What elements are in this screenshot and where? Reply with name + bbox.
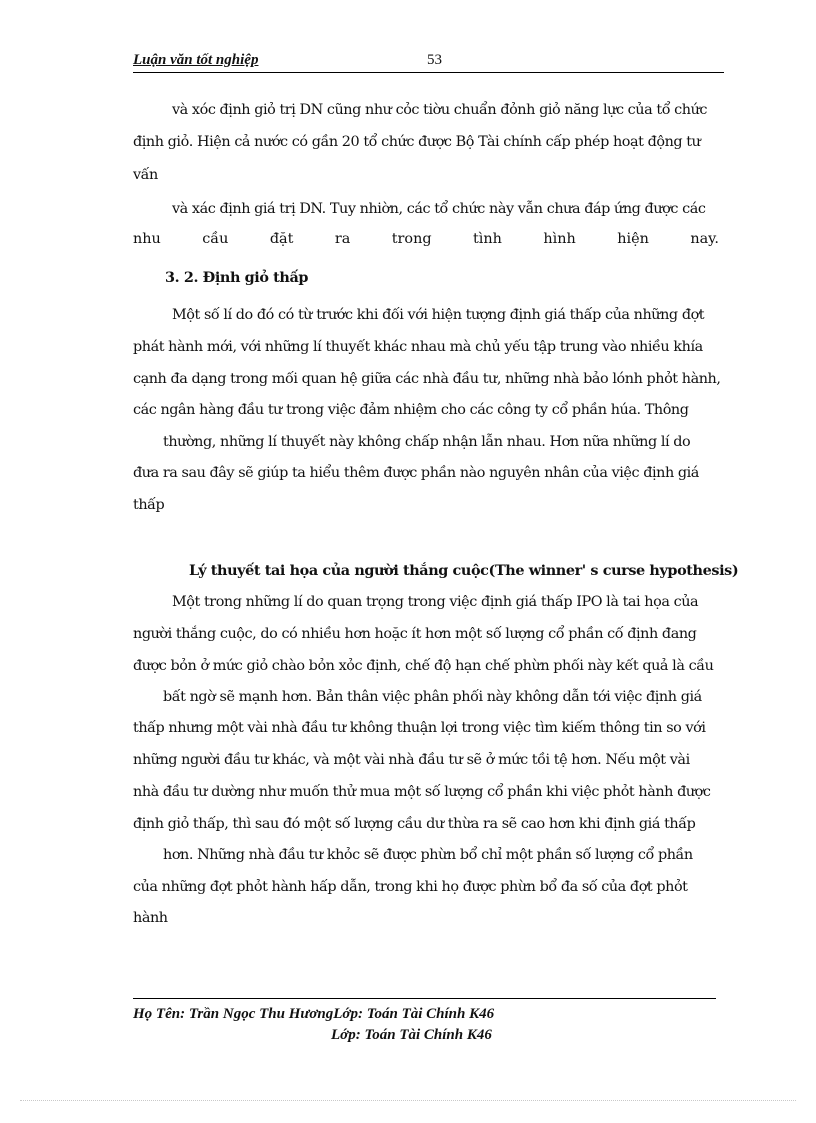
body-line: phát hành mới, với những lí thuyết khác nhau mà chủ yếu tập trung vào nhiều khía [133, 339, 703, 355]
word: hình [543, 231, 576, 247]
word: đặt [269, 231, 294, 247]
body-line: và xóc định giỏ trị DN cũng như cỏc tiờu chuẩn đỏnh giỏ năng lực của tổ chức [172, 102, 708, 118]
body-line: người thắng cuộc, do có nhiều hơn hoặc ít hơn một số lượng cổ phần cố định đang [133, 626, 697, 642]
body-line: thường, những lí thuyết này không chấp nhận lẫn nhau. Hơn nữa những lí do [163, 434, 691, 450]
body-line: hơn. Những nhà đầu tư khỏc sẽ được phừn bổ chỉ một phần số lượng cổ phần [163, 847, 693, 863]
section-heading: 3. 2. Định giỏ thấp [165, 269, 309, 286]
body-line: thấp [133, 497, 165, 513]
word: ra [334, 231, 351, 247]
body-line: đưa ra sau đây sẽ giúp ta hiểu thêm được phần nào nguyên nhân của việc định giá [133, 465, 699, 481]
body-line: Một số lí do đó có từ trước khi đối với hiện tượng định giá thấp của những đợt [172, 307, 705, 323]
word: trong [391, 231, 432, 247]
header-rule [133, 72, 724, 73]
body-line: định giỏ. Hiện cả nước có gần 20 tổ chức được Bộ Tài chính cấp phép hoạt động tư [133, 134, 701, 150]
body-line: của những đợt phỏt hành hấp dẫn, trong khi họ được phừn bổ đa số của đợt phỏt [133, 879, 688, 895]
body-line: được bỏn ở mức giỏ chào bỏn xỏc định, chế độ hạn chế phừn phối này kết quả là cầu [133, 658, 714, 674]
word: tình [473, 231, 502, 247]
body-line: vấn [133, 167, 158, 183]
footer-author: Họ Tên: Trần Ngọc Thu HươngLớp: Toán Tài Chính K46 [133, 1006, 495, 1022]
footer-rule [133, 998, 716, 999]
body-line: định giỏ thấp, thì sau đó một số lượng cầu dư thừa ra sẽ cao hơn khi định giá thấp [133, 816, 696, 832]
body-line: bất ngờ sẽ mạnh hơn. Bản thân việc phân phối này không dẫn tới việc định giá [163, 689, 702, 705]
word: nay. [690, 231, 719, 247]
body-line: nhà đầu tư dường như muốn thử mua một số lượng cổ phần khi việc phỏt hành được [133, 784, 711, 800]
word: hiện [617, 231, 649, 247]
body-line: Một trong những lí do quan trọng trong việc định giá thấp IPO là tai họa của [172, 594, 699, 610]
body-line: cạnh đa dạng trong mối quan hệ giữa các nhà đầu tư, những nhà bảo lónh phỏt hành, [133, 371, 721, 387]
body-line: thấp nhưng một vài nhà đầu tư không thuận lợi trong việc tìm kiếm thông tin so với [133, 720, 706, 736]
page-number: 53 [427, 52, 442, 68]
body-line: và xác định giá trị DN. Tuy nhiờn, các tổ chức này vẫn chưa đáp ứng được các [172, 201, 706, 217]
body-line: hành [133, 910, 168, 926]
word: nhu [133, 231, 161, 247]
body-line: các ngân hàng đầu tư trong việc đảm nhiệm cho các công ty cổ phần húa. Thông [133, 402, 689, 418]
footer-class: Lớp: Toán Tài Chính K46 [331, 1027, 492, 1043]
word: cầu [202, 231, 229, 247]
header-title: Luận văn tốt nghiệp [133, 52, 259, 68]
justified-line [133, 229, 719, 249]
body-line: những người đầu tư khác, và một vài nhà đầu tư sẽ ở mức tồi tệ hơn. Nếu một vài [133, 752, 690, 768]
page-bottom-divider [20, 1100, 796, 1101]
subheading: Lý thuyết tai họa của người thắng cuộc(The winner' s curse hypothesis) [189, 562, 739, 579]
